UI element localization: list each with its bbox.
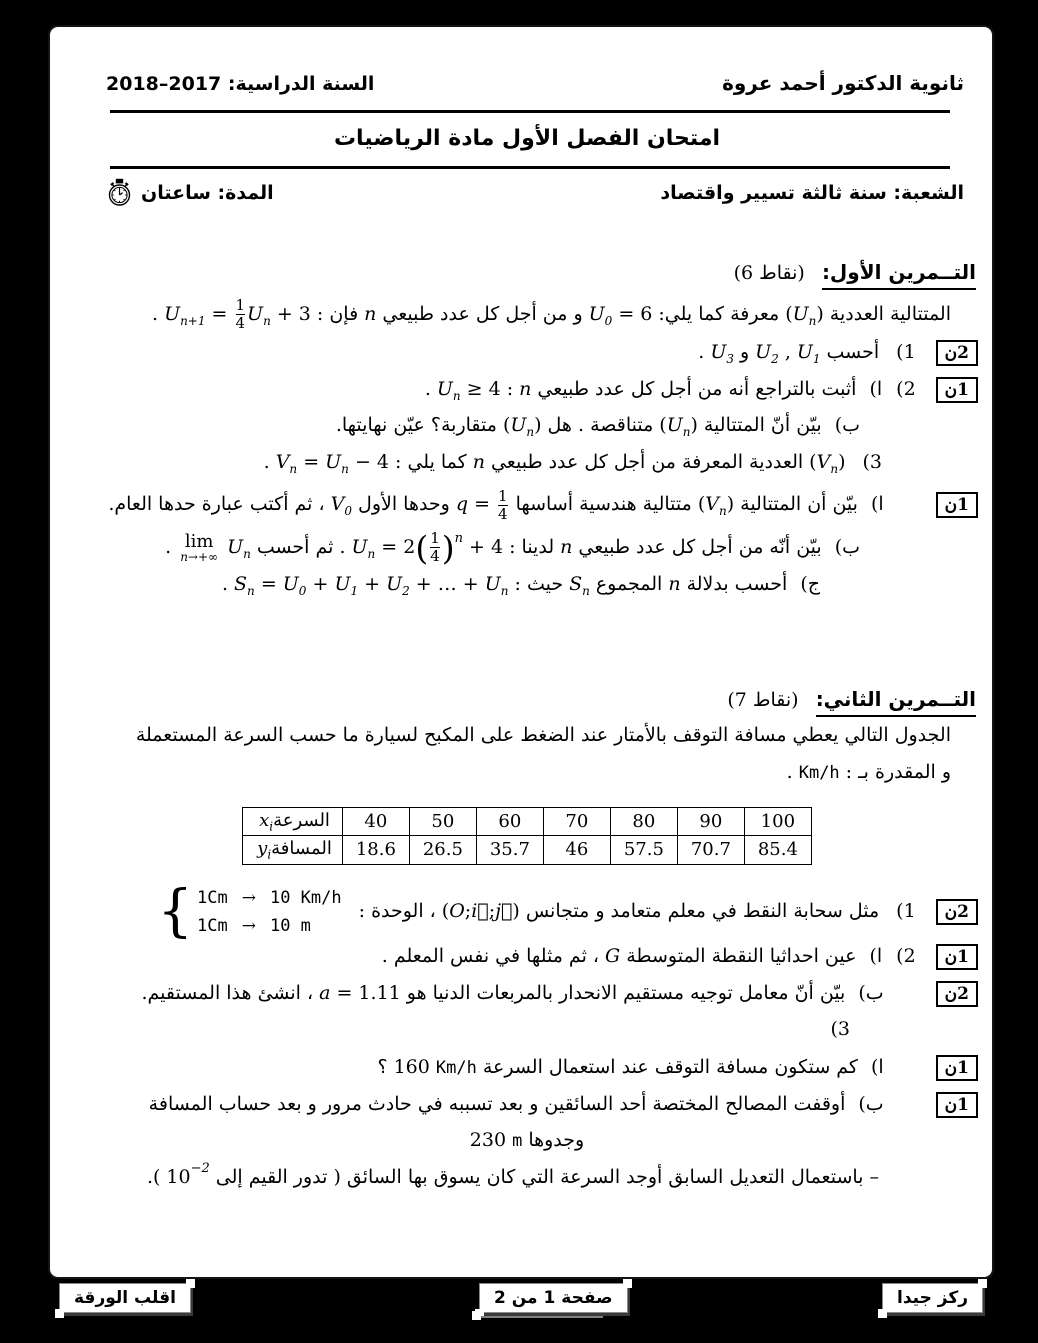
ex2-q2a	[76, 944, 978, 974]
fraction-numerator: 1	[235, 296, 246, 314]
math-segment	[164, 296, 311, 333]
math-segment	[364, 303, 376, 325]
math-superscript: −2	[190, 1161, 210, 1177]
text-segment: أحسب بدلالة	[686, 572, 788, 595]
math-text: )	[816, 302, 824, 325]
math-segment	[605, 945, 620, 967]
math-subscript: n	[263, 313, 271, 328]
math-vector: i⃗	[471, 899, 489, 922]
ex2-q3b-3	[76, 1161, 882, 1196]
math-segment	[351, 528, 504, 568]
math-segment	[442, 900, 520, 922]
text-segment: لدينا :	[509, 535, 555, 558]
text-segment: ؟	[377, 1056, 388, 1079]
math-superscript: n	[454, 530, 463, 546]
math-segment	[473, 451, 485, 473]
exercise-2-points: (7 نقاط)	[727, 688, 799, 711]
ex2-intro1	[76, 724, 954, 754]
math-segment	[166, 1161, 210, 1189]
math-segment	[796, 340, 821, 366]
sticker-page-number: صفحة 1 من 2	[479, 1283, 628, 1313]
question-number: (1	[896, 899, 916, 922]
row-symbol: $x_i$	[259, 809, 274, 834]
math-unit: Km/h	[798, 762, 840, 783]
points-box: ن1	[936, 492, 978, 518]
text-segment: كما يلي :	[395, 450, 467, 473]
math-text: )	[838, 450, 846, 473]
text-segment: كم ستكون مسافة التوقف عند استعمال السرعة	[482, 1056, 858, 1079]
math-subscript: n	[830, 461, 839, 476]
math-variable: U	[666, 413, 683, 436]
sub-question-letter: (ب	[834, 413, 860, 436]
text-segment: ، ثم أكتب عبارة حدها العام.	[108, 493, 325, 516]
question-number: (1	[896, 340, 916, 363]
exercise-2	[76, 687, 978, 1197]
math-fraction	[236, 297, 246, 333]
text-segment: وحدها الأول	[358, 493, 450, 516]
value-cell: 100	[744, 807, 811, 836]
text-segment: ، ثم مثلها في نفس المعلم .	[381, 945, 600, 968]
text-segment: .	[786, 760, 793, 783]
unit-system	[157, 878, 342, 944]
arrow-icon: →	[241, 915, 256, 936]
row-symbol-sub: i	[269, 819, 274, 834]
question-number: (3	[830, 1018, 850, 1041]
text-segment: أوقفت المصالح المختصة أحد السائقين و بعد تسببه في حادث مرور و بعد حساب المسافة	[148, 1093, 846, 1116]
math-text: 230	[469, 1129, 513, 1152]
exercise-1-title: التــمرين الأول:	[822, 260, 976, 290]
value-cell: 18.6	[342, 836, 409, 865]
math-subscript: n	[341, 461, 349, 476]
value-cell: 90	[677, 807, 744, 836]
text-segment: أثبت بالتراجع أنه من أجل كل عدد طبيعي	[537, 377, 857, 400]
fraction-denominator: 4	[498, 504, 508, 523]
math-variable: U	[164, 302, 181, 325]
math-text: +	[306, 572, 335, 595]
exercise-2-head	[76, 687, 976, 717]
math-subscript: n	[526, 424, 535, 439]
ex1-q1	[76, 340, 978, 370]
ex2-intro2	[76, 761, 954, 791]
math-text: (	[785, 302, 793, 325]
question-number: (2	[896, 945, 916, 968]
question-number: (3	[862, 450, 882, 473]
table-row	[243, 807, 812, 836]
math-variable: V	[816, 450, 831, 473]
duration-wrap	[106, 178, 274, 208]
math-segment	[710, 340, 734, 366]
ex2-q1	[76, 878, 978, 944]
footer-underline	[481, 1316, 603, 1318]
math-variable: q	[455, 493, 469, 516]
points-box: ن1	[936, 377, 978, 403]
unit-from: 1Cm	[197, 915, 228, 936]
math-text: (	[697, 493, 706, 516]
text-segment: فإن :	[316, 302, 359, 325]
math-subscript: n	[500, 583, 509, 598]
math-variable: U	[282, 572, 299, 595]
math-unit: m	[512, 1131, 523, 1152]
ex2-q3b-2	[76, 1129, 978, 1159]
text-segment: معرفة كما يلي:	[658, 302, 780, 325]
math-variable: a	[319, 982, 331, 1005]
math-variable: n	[560, 535, 573, 558]
sub-question-letter: (ا	[869, 945, 883, 968]
row-symbol: $y_i$	[257, 838, 272, 862]
math-segment	[588, 302, 653, 328]
row-label-cell	[243, 836, 343, 865]
ex2-q3	[76, 1018, 850, 1048]
stream-row	[76, 169, 978, 208]
math-text: (	[441, 899, 450, 922]
math-variable: U	[792, 302, 809, 325]
math-subscript: 0	[298, 583, 307, 598]
unit-to: 10 m	[269, 915, 311, 936]
math-subscript: n+1	[180, 313, 206, 328]
text-segment: متقاربة؟ عيّن نهايتها.	[335, 413, 497, 436]
value-cell: 26.5	[409, 836, 476, 865]
ex1-q2b	[76, 414, 860, 444]
school-year-value: 2018–2017	[106, 73, 222, 95]
stopwatch-icon	[106, 178, 133, 208]
math-segment	[470, 1129, 523, 1151]
math-variable: U	[510, 413, 527, 436]
math-subscript: n	[247, 583, 255, 598]
math-segment	[275, 450, 389, 476]
sub-question-letter: (ب	[834, 535, 860, 558]
sub-question-letter: (ب	[858, 982, 884, 1005]
exercise-2-intro	[76, 724, 978, 791]
brace-icon: {	[157, 878, 193, 944]
math-segment	[394, 1056, 477, 1078]
math-subscript: n	[452, 388, 461, 403]
math-variable: O	[449, 899, 465, 922]
school-year	[106, 73, 374, 95]
text-segment: مثل سحابة النقط في معلم متعامد و متجانس	[525, 899, 880, 922]
math-subscript: 2	[771, 351, 779, 366]
math-text: 10	[166, 1166, 191, 1189]
limit-under: n→+∞	[180, 549, 219, 564]
math-variable: S	[569, 572, 583, 595]
row-label: المسافة	[271, 838, 332, 860]
limit-word: lim	[184, 530, 214, 552]
text-segment: حيث :	[514, 572, 564, 595]
math-variable: n	[364, 302, 377, 325]
text-segment: ، الوحدة :	[358, 899, 436, 922]
math-variable: U	[796, 340, 813, 363]
math-variable: U	[351, 535, 368, 558]
math-variable: G	[605, 945, 621, 968]
math-text: )	[534, 413, 542, 436]
math-variable: U	[436, 377, 453, 400]
value-cell: 70	[543, 807, 610, 836]
math-text: + 4	[463, 535, 504, 558]
math-subscript: 2	[402, 583, 410, 598]
math-segment	[569, 572, 590, 598]
ex1-intro	[76, 297, 954, 333]
ex1-q3	[76, 451, 882, 481]
text-segment: الجدول التالي يعطي مسافة التوقف بالأمتار عند الضغط على المكبح لسيارة ما حسب السرعة المستعملة	[135, 723, 951, 746]
duration-label: المدة: ساعتان	[141, 182, 274, 204]
math-text: ;	[488, 899, 496, 922]
sub-question-letter: (ا	[869, 377, 883, 400]
math-segment	[330, 493, 353, 519]
text-segment: أحسب	[826, 340, 880, 363]
arrow-icon: →	[241, 887, 256, 908]
math-variable: U	[386, 572, 403, 595]
ex1-q3a	[76, 488, 978, 524]
exercise-2-title: التــمرين الثاني:	[816, 687, 976, 717]
math-subscript: n	[289, 461, 298, 476]
ex2-q3a	[76, 1055, 978, 1085]
math-text: = 1.11	[330, 982, 401, 1005]
math-big-paren: )	[441, 528, 455, 568]
math-variable: U	[227, 535, 244, 558]
math-limit	[180, 530, 219, 564]
math-variable: V	[330, 493, 345, 516]
value-cell: 70.7	[677, 836, 744, 865]
text-segment: ثم أحسب	[256, 535, 334, 558]
divider-top	[110, 110, 950, 113]
math-text: )	[690, 413, 698, 436]
text-segment: متناقصة . هل	[547, 413, 654, 436]
sticker-flip-page: اقلب الورقة	[59, 1283, 191, 1313]
sub-question-letter: (ا	[870, 493, 884, 516]
math-segment	[319, 982, 401, 1004]
text-segment: بيّن أن المتتالية	[740, 493, 858, 516]
math-subscript: 0	[604, 313, 613, 328]
text-segment: .	[152, 302, 159, 325]
math-variable: U	[588, 302, 605, 325]
text-segment: .	[221, 572, 229, 595]
exercise-1-head	[76, 260, 976, 290]
math-text: =	[468, 493, 497, 516]
math-variable: U	[247, 302, 264, 325]
sticker-focus: ركز جيدا	[882, 1283, 983, 1313]
value-cell: 57.5	[610, 836, 677, 865]
text-segment: .	[165, 535, 172, 558]
math-segment	[502, 413, 542, 439]
fraction-numerator: 1	[430, 529, 440, 547]
stream-label: الشعبة: سنة ثالثة تسيير واقتصاد	[660, 182, 964, 204]
data-table-wrap	[76, 807, 978, 865]
exam-sheet	[48, 25, 994, 1279]
math-text: =	[205, 302, 234, 325]
value-cell: 46	[543, 836, 610, 865]
header	[76, 27, 978, 95]
math-unit: Km/h	[435, 1058, 477, 1079]
text-segment: و من أجل كل عدد طبيعي	[382, 302, 583, 325]
math-subscript: n	[808, 313, 817, 328]
text-segment: .	[263, 450, 270, 473]
row-label: السرعة	[273, 809, 330, 831]
value-cell: 40	[342, 807, 409, 836]
ex1-q3b	[76, 530, 860, 566]
math-variable: U	[325, 450, 342, 473]
math-subscript: n	[682, 424, 691, 439]
math-subscript: n	[367, 546, 376, 561]
text-segment: بيّن أنّ معامل توجيه مستقيم الانحدار بالمربعات الدنيا هو	[406, 982, 846, 1005]
text-segment: و المقدرة بـ :	[845, 760, 951, 783]
points-box: ن2	[936, 899, 978, 925]
text-segment: :	[506, 377, 514, 400]
exam-title: امتحان الفصل الأول مادة الرياضيات	[333, 126, 721, 151]
text-segment: و	[739, 340, 750, 363]
math-segment	[668, 573, 680, 595]
value-cell: 80	[610, 807, 677, 836]
exercise-1-body	[76, 297, 978, 603]
math-segment	[785, 302, 824, 328]
text-segment: .	[424, 377, 431, 400]
points-box: ن2	[936, 340, 978, 366]
math-variable: U	[484, 572, 501, 595]
points-box: ن1	[936, 944, 978, 970]
math-segment	[659, 413, 698, 439]
text-segment: ( تدور القيم إلى	[215, 1166, 341, 1189]
ex2-q3b-1	[76, 1092, 978, 1122]
exercise-2-body	[76, 878, 978, 1196]
sheet-inner	[50, 27, 992, 1277]
math-text: + 3	[270, 302, 311, 325]
text-segment: متتالية هندسية أساسها	[515, 493, 692, 516]
math-fraction	[498, 488, 508, 524]
math-segment	[234, 572, 509, 598]
math-text: ≥ 4	[460, 377, 501, 400]
text-segment: – باستعمال التعديل السابق أوجد السرعة التي كان يسوق بها السائق	[346, 1166, 879, 1189]
text-segment: العددية المعرفة من أجل كل عدد طبيعي	[490, 450, 804, 473]
exercise-1-points: (6 نقاط)	[733, 262, 805, 284]
text-segment: عين احداثيا النقطة المتوسطة	[626, 945, 857, 968]
math-text: =	[297, 450, 326, 473]
text-segment: .	[698, 340, 705, 363]
text-segment: المتتالية العددية	[829, 302, 951, 325]
math-text: )	[726, 493, 735, 516]
math-subscript: 1	[812, 351, 821, 366]
text-segment: .	[339, 535, 346, 558]
ex2-q2b	[76, 981, 978, 1011]
math-text: = 2	[375, 535, 416, 558]
value-cell: 50	[409, 807, 476, 836]
unit-from: 1Cm	[197, 887, 228, 908]
math-variable: S	[234, 572, 248, 595]
ex1-q2a	[76, 377, 978, 407]
math-variable: n	[668, 572, 681, 595]
math-subscript: n	[582, 583, 590, 598]
math-text: +	[358, 572, 387, 595]
math-text: = 6	[612, 302, 653, 325]
math-segment	[519, 378, 531, 400]
math-variable: V	[275, 450, 290, 473]
text-segment: ).	[146, 1166, 161, 1189]
math-variable: U	[755, 340, 772, 363]
math-text: + … +	[409, 572, 485, 595]
math-subscript: n	[718, 504, 727, 519]
text-segment: ,	[784, 340, 791, 363]
value-cell: 35.7	[476, 836, 543, 865]
math-segment	[755, 340, 779, 366]
math-segment	[455, 486, 510, 523]
math-subscript: 1	[350, 583, 359, 598]
text-segment: وجدوها	[528, 1129, 585, 1152]
math-variable: V	[705, 493, 719, 516]
sub-question-letter: (ج	[800, 572, 820, 595]
math-text: ;	[464, 899, 472, 922]
row-label-cell	[243, 807, 343, 836]
math-text: − 4	[348, 450, 389, 473]
fraction-numerator: 1	[498, 486, 508, 505]
math-big-paren: (	[415, 528, 429, 568]
math-segment	[809, 450, 846, 476]
ex1-q3c	[76, 573, 820, 603]
footer-handle	[472, 1311, 481, 1320]
math-variable: n	[472, 450, 485, 473]
text-segment: المجموع	[595, 572, 663, 595]
math-segment	[436, 377, 501, 403]
row-symbol-sub: i	[267, 847, 272, 862]
table-row	[243, 836, 812, 865]
math-vector: j⃗	[495, 899, 513, 922]
speed-distance-table	[242, 807, 812, 865]
math-text: (	[809, 450, 817, 473]
math-segment	[799, 761, 840, 783]
math-segment	[697, 493, 735, 519]
fraction-denominator: 4	[235, 314, 246, 333]
unit-row	[197, 916, 342, 936]
fraction-denominator: 4	[430, 547, 440, 566]
math-text: (	[502, 413, 511, 436]
math-text: )	[512, 899, 520, 922]
text-segment: ، انشئ هذا المستقيم.	[141, 982, 314, 1005]
question-number: (2	[896, 377, 916, 400]
school-year-label: السنة الدراسية:	[227, 73, 375, 95]
math-subscript: 0	[344, 504, 353, 519]
math-fraction	[430, 530, 440, 566]
math-text: =	[254, 572, 283, 595]
math-text: (	[659, 413, 667, 436]
sub-question-letter: (ب	[858, 1093, 884, 1116]
math-subscript: n	[243, 546, 251, 561]
points-box: ن1	[936, 1092, 978, 1118]
math-segment	[177, 530, 251, 564]
text-segment: بيّن أنّ المتتالية	[703, 413, 822, 436]
math-variable: U	[710, 340, 727, 363]
points-box: ن1	[936, 1055, 978, 1081]
math-variable: n	[519, 377, 532, 400]
math-subscript: 3	[726, 351, 734, 366]
unit-row	[197, 888, 342, 908]
unit-to: 10 Km/h	[269, 887, 342, 908]
math-segment	[560, 536, 572, 558]
math-text: 160	[393, 1056, 436, 1079]
school-name: ثانوية الدكتور أحمد عروة	[722, 71, 964, 95]
math-variable: U	[334, 572, 351, 595]
exercise-1	[76, 260, 978, 603]
value-cell: 60	[476, 807, 543, 836]
points-box: ن2	[936, 981, 978, 1007]
sub-question-letter: (ا	[870, 1056, 884, 1079]
unit-system-rows	[197, 888, 342, 936]
text-segment: بيّن أنّه من أجل كل عدد طبيعي	[578, 535, 822, 558]
value-cell: 85.4	[744, 836, 811, 865]
